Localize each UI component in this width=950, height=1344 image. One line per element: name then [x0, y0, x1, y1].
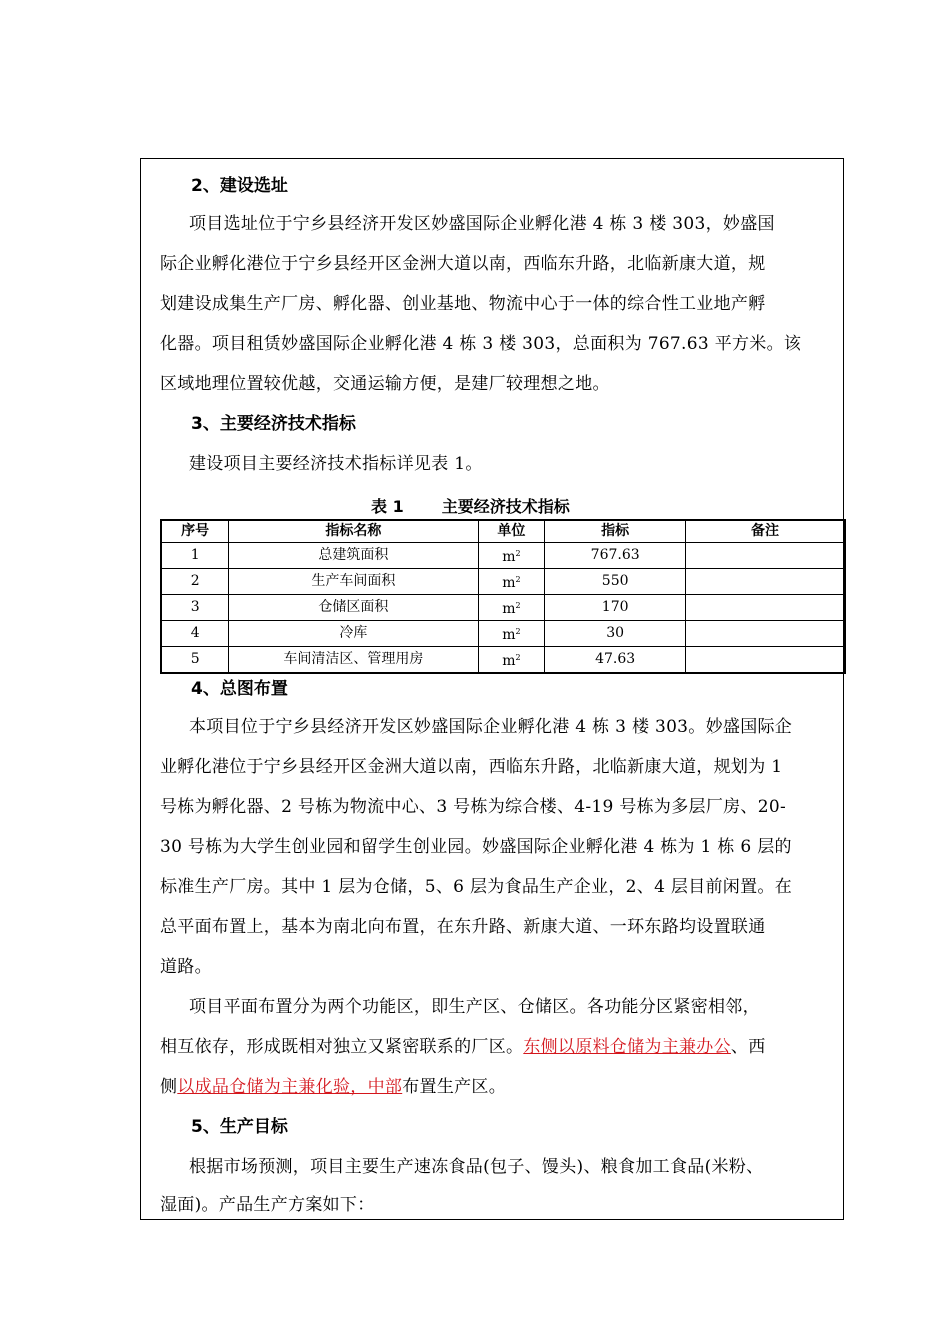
- section-4-p1-line-3: 号栋为孵化器、2 号栋为物流中心、3 号栋为综合楼、4-19 号栋为多层厂房、20-: [160, 797, 787, 817]
- cell-name: 车间清洁区、管理用房: [229, 647, 478, 674]
- section-2-line-5: 区域地理位置较优越，交通运输方便，是建厂较理想之地。: [160, 374, 610, 394]
- cell-value: 170: [545, 595, 686, 621]
- table-row: [161, 647, 845, 674]
- table-number: 表 1: [371, 497, 404, 516]
- section-2-line-3: 划建设成集生产厂房、孵化器、创业基地、物流中心于一体的综合性工业地产孵: [160, 294, 766, 314]
- cell-unit: $m^2$: [478, 595, 545, 621]
- p2-line3-text: 侧: [160, 1077, 178, 1097]
- cell-note: [686, 647, 846, 674]
- cell-value: 47.63: [545, 647, 686, 674]
- section-2-line-4: 化器。项目租赁妙盛国际企业孵化港 4 栋 3 楼 303，总面积为 767.63 平方米。该: [160, 334, 802, 354]
- section-4-p1-line-1: 本项目位于宁乡县经济开发区妙盛国际企业孵化港 4 栋 3 楼 303。妙盛国际企: [189, 717, 793, 737]
- col-header-no: 序号: [161, 520, 229, 543]
- col-header-name: 指标名称: [229, 520, 478, 543]
- cell-value: 550: [545, 569, 686, 595]
- cell-note: [686, 595, 846, 621]
- table-row: [161, 621, 845, 647]
- section-4-p2-line-1: 项目平面布置分为两个功能区，即生产区、仓储区。各功能分区紧密相邻，: [189, 997, 760, 1017]
- cell-no: 3: [161, 595, 229, 621]
- section-5-line-1: 根据市场预测，项目主要生产速冻食品(包子、馒头)、粮食加工食品(米粉、: [189, 1157, 764, 1177]
- section-3-intro: 建设项目主要经济技术指标详见表 1。: [189, 454, 483, 474]
- cell-name: 总建筑面积: [229, 543, 478, 569]
- cell-no: 2: [161, 569, 229, 595]
- table-header-row: [161, 520, 845, 543]
- cell-name: 生产车间面积: [229, 569, 478, 595]
- content-frame: [140, 158, 844, 1220]
- cell-note: [686, 569, 846, 595]
- cell-unit: $m^2$: [478, 569, 545, 595]
- section-4-p1-line-5: 标准生产厂房。其中 1 层为仓储，5、6 层为食品生产企业，2、4 层目前闲置。在: [160, 877, 792, 897]
- section-5-line-2: 湿面)。产品生产方案如下：: [160, 1195, 375, 1215]
- section-2-line-2: 际企业孵化港位于宁乡县经开区金洲大道以南，西临东升路，北临新康大道，规: [160, 254, 766, 274]
- cell-note: [686, 543, 846, 569]
- cell-value: 30: [545, 621, 686, 647]
- col-header-note: 备注: [686, 520, 846, 543]
- section-5-heading: 5、生产目标: [191, 1117, 288, 1137]
- table-row: [161, 569, 845, 595]
- section-2-line-1: 项目选址位于宁乡县经济开发区妙盛国际企业孵化港 4 栋 3 楼 303，妙盛国: [189, 214, 775, 234]
- col-header-unit: 单位: [478, 520, 545, 543]
- p2-line2-text: 相互依存，形成既相对独立又紧密联系的厂区。: [160, 1037, 524, 1057]
- section-4-p1-line-6: 总平面布置上，基本为南北向布置，在东升路、新康大道、一环东路均设置联通: [160, 917, 766, 937]
- col-header-value: 指标: [545, 520, 686, 543]
- highlight-west-side: 以成品仓储为主兼化验，中部: [177, 1077, 403, 1097]
- table-title: 主要经济技术指标: [441, 497, 570, 516]
- highlight-east-side: 东侧以原料仓储为主兼办公: [523, 1037, 731, 1057]
- cell-no: 1: [161, 543, 229, 569]
- section-3-heading: 3、主要经济技术指标: [191, 414, 356, 434]
- section-2-heading: 2、建设选址: [191, 176, 288, 196]
- section-4-p2-line-3: [160, 1075, 506, 1099]
- p2-line2-tail: 、西: [730, 1037, 766, 1057]
- cell-unit: $m^2$: [478, 621, 545, 647]
- table-caption: [371, 494, 570, 517]
- section-4-p1-line-7: 道路。: [160, 957, 212, 977]
- cell-name: 冷库: [229, 621, 478, 647]
- table-row: [161, 595, 845, 621]
- cell-unit: $m^2$: [478, 543, 545, 569]
- cell-note: [686, 621, 846, 647]
- cell-unit: $m^2$: [478, 647, 545, 674]
- cell-no: 4: [161, 621, 229, 647]
- section-4-p1-line-2: 业孵化港位于宁乡县经开区金洲大道以南，西临东升路，北临新康大道，规划为 1: [160, 757, 783, 777]
- cell-no: 5: [161, 647, 229, 674]
- section-4-p1-line-4: 30 号栋为大学生创业园和留学生创业园。妙盛国际企业孵化港 4 栋为 1 栋 6 层的: [160, 837, 792, 857]
- p2-line3-tail: 布置生产区。: [402, 1077, 507, 1097]
- cell-value: 767.63: [545, 543, 686, 569]
- section-4-heading: 4、总图布置: [191, 679, 288, 699]
- section-4-p2-line-2: [160, 1035, 766, 1059]
- kpi-table: [160, 519, 846, 674]
- table-row: [161, 543, 845, 569]
- cell-name: 仓储区面积: [229, 595, 478, 621]
